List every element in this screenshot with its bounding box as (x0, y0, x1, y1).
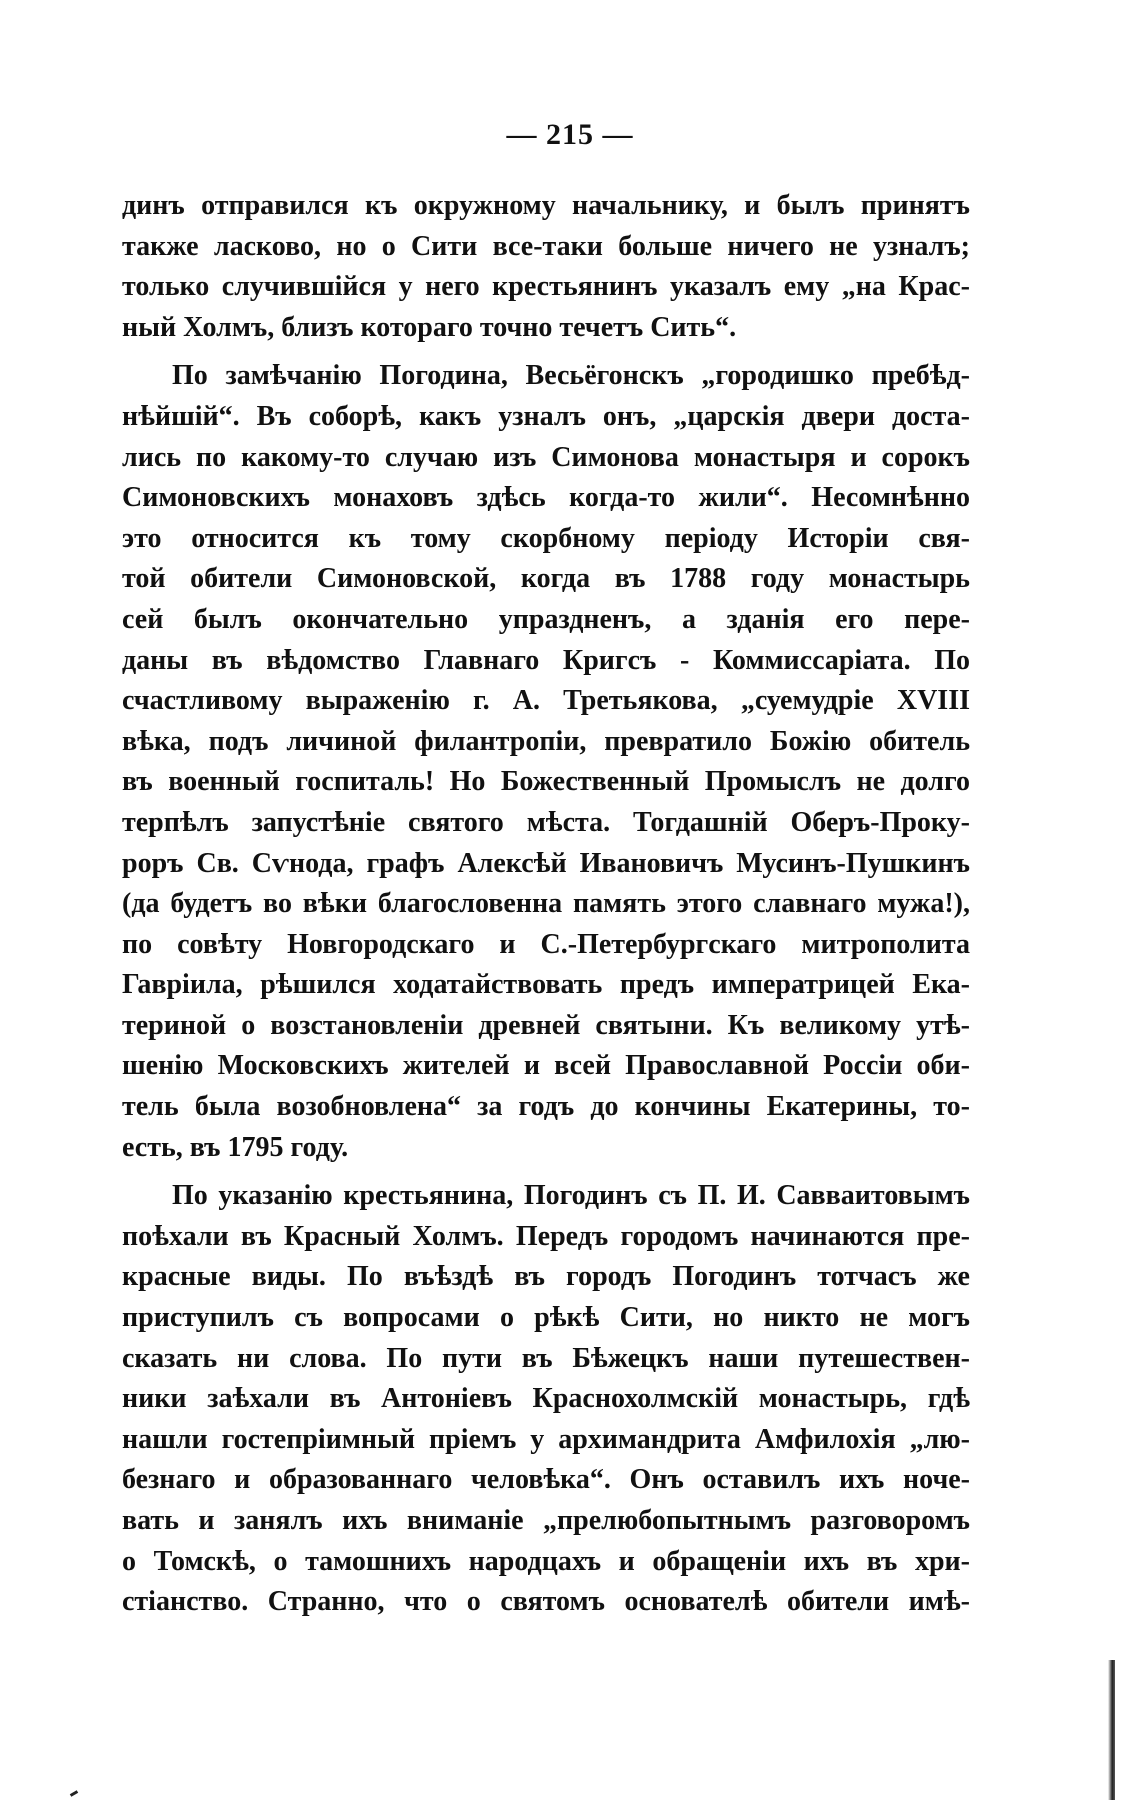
text-line: (да будетъ во вѣки благословенна память этого славнаго мужа!), (122, 888, 970, 920)
text-line: По указанію крестьянина, Погодинъ съ П. И. Савваитовымъ (172, 1180, 970, 1212)
text-line: сей былъ окончательно упраздненъ, а зданія его пере- (122, 603, 970, 635)
scan-speck (70, 1790, 78, 1797)
text-line: Симоновскихъ монаховъ здѣсь когда-то жили“. Несомнѣнно (122, 482, 970, 514)
text-line: ный Холмъ, близъ котораго точно течетъ Сить“. (122, 311, 737, 343)
text-line: нашли гостепріимный пріемъ у архимандрита Амфилохія „лю- (122, 1423, 970, 1455)
text-line: вать и занялъ ихъ вниманіе „прелюбопытнымъ разговоромъ (122, 1505, 970, 1536)
text-line: нѣйшій“. Въ соборѣ, какъ узналъ онъ, „царскія двери доста- (122, 400, 970, 432)
text-line: есть, въ 1795 году. (122, 1131, 349, 1163)
paragraph (122, 1176, 970, 1623)
text-line: также ласково, но о Сити все-таки больше ничего не узналъ; (122, 230, 970, 262)
page-number: — 215 — (506, 118, 634, 151)
text-line: поѣхали въ Красный Холмъ. Передъ городомъ начинаются пре- (122, 1220, 970, 1252)
text-line: въ военный госпиталь! Но Божественный Промыслъ не долго (122, 766, 970, 798)
text-line: териной о возстановленіи древней святыни. Къ великому утѣ- (122, 1009, 970, 1041)
text-line: ники заѣхали въ Антоніевъ Краснохолмскій монастырь, гдѣ (122, 1383, 970, 1415)
text-line: только случившійся у него крестьянинъ указалъ ему „на Крас- (122, 271, 970, 303)
text-line: Гавріила, рѣшился ходатайствовать предъ императрицей Ека- (122, 969, 970, 1001)
text-line: роръ Св. Сѵнода, графъ Алексѣй Ивановичъ Мусинъ-Пушкинъ (122, 847, 970, 879)
text-line: по совѣту Новгородскаго и С.-Петербургскаго митрополита (122, 928, 970, 960)
text-line: динъ отправился къ окружному начальнику, и былъ принятъ (122, 190, 970, 221)
body-text (122, 186, 970, 1623)
text-line: терпѣлъ запустѣніе святого мѣста. Тогдашній Оберъ-Проку- (122, 806, 970, 838)
text-line: о Томскѣ, о тамошнихъ народцахъ и обращеніи ихъ въ хри- (122, 1545, 970, 1577)
text-line: счастливому выраженію г. А. Третьякова, „суемудріе XVIII (122, 685, 970, 717)
text-line: той обители Симоновской, когда въ 1788 году монастырь (122, 563, 970, 595)
page-edge-shadow (1108, 1660, 1115, 1800)
text-line: вѣка, подъ личиной филантропіи, превратило Божію обитель (122, 725, 970, 757)
text-line: сказать ни слова. По пути въ Бѣжецкъ наши путешествен- (122, 1342, 970, 1374)
text-line: безнаго и образованнаго человѣка“. Онъ оставилъ ихъ ноче- (122, 1464, 970, 1496)
paragraph (122, 186, 970, 348)
text-line: По замѣчанію Погодина, Весьёгонскъ „городишко пребѣд- (172, 360, 970, 392)
text-line: стіанство. Странно, что о святомъ основателѣ обители имѣ- (122, 1586, 970, 1618)
paragraph (122, 356, 970, 1168)
text-line: красные виды. По въѣздѣ въ городъ Погодинъ тотчасъ же (122, 1261, 970, 1293)
text-line: даны въ вѣдомство Главнаго Кригсъ - Коммиссаріата. По (122, 644, 970, 676)
text-line: приступилъ съ вопросами о рѣкѣ Сити, но никто не могъ (122, 1302, 970, 1334)
text-line: это относится къ тому скорбному періоду Исторіи свя- (122, 522, 970, 554)
text-line: тель была возобновлена“ за годъ до кончины Екатерины, то- (122, 1091, 970, 1123)
text-line: лись по какому-то случаю изъ Симонова монастыря и сорокъ (122, 441, 970, 473)
text-line: шенію Московскихъ жителей и всей Православной Россіи оби- (122, 1050, 970, 1082)
